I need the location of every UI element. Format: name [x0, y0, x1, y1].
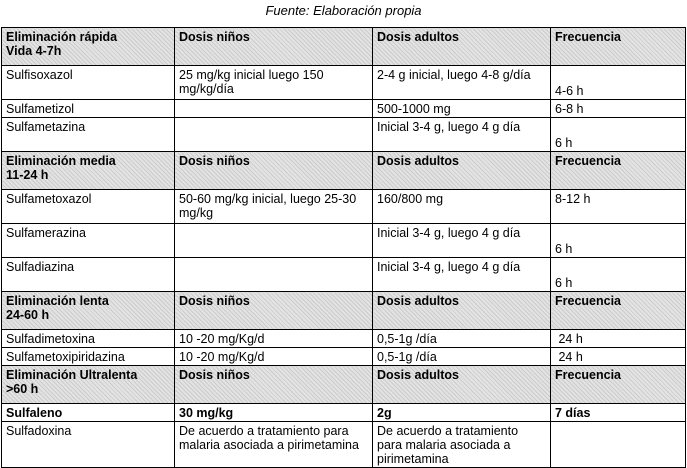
frecuencia-cell: 6 h — [551, 258, 686, 292]
dosis-adultos-cell: 0,5-1g /día — [373, 330, 551, 348]
dosis-ninos-cell — [175, 100, 373, 118]
table-caption: Fuente: Elaboración propia — [265, 3, 422, 18]
table-row — [2, 66, 686, 100]
dosis-ninos-cell: 10 -20 mg/Kg/d — [175, 348, 373, 366]
header-dosis-ninos: Dosis niños — [175, 152, 373, 190]
drug-name-cell: Sulfamerazina — [2, 224, 175, 258]
dosis-ninos-cell: 10 -20 mg/Kg/d — [175, 330, 373, 348]
group-header-row — [2, 152, 686, 190]
dosis-ninos-cell: 30 mg/kg — [175, 404, 373, 422]
sulfonamide-dosage-table — [1, 27, 686, 468]
dosis-ninos-cell — [175, 258, 373, 292]
dosis-ninos-cell: De acuerdo a tratamiento para malaria asociada a pirimetamina — [175, 422, 373, 468]
drug-name-cell: Sulfametoxipiridazina — [2, 348, 175, 366]
group-name-cell: Eliminación lenta 24-60 h — [2, 292, 175, 330]
group-name-cell: Eliminación media 11-24 h — [2, 152, 175, 190]
dosis-ninos-cell — [175, 224, 373, 258]
header-dosis-adultos: Dosis adultos — [373, 28, 551, 66]
table-row — [2, 224, 686, 258]
header-frecuencia: Frecuencia — [551, 28, 686, 66]
header-frecuencia: Frecuencia — [551, 292, 686, 330]
table-row — [2, 100, 686, 118]
header-dosis-ninos: Dosis niños — [175, 292, 373, 330]
table-row — [2, 330, 686, 348]
header-frecuencia: Frecuencia — [551, 152, 686, 190]
dosis-adultos-cell: Inicial 3-4 g, luego 4 g día — [373, 258, 551, 292]
drug-name-cell: Sulfametizol — [2, 100, 175, 118]
dosis-adultos-cell: 160/800 mg — [373, 190, 551, 224]
drug-name-cell: Sulfaleno — [2, 404, 175, 422]
header-dosis-ninos: Dosis niños — [175, 28, 373, 66]
drug-name-cell: Sulfametoxazol — [2, 190, 175, 224]
group-header-row — [2, 28, 686, 66]
frecuencia-cell: 6 h — [551, 118, 686, 152]
table-body — [2, 28, 686, 468]
dosis-adultos-cell: Inicial 3-4 g, luego 4 g día — [373, 118, 551, 152]
group-name-cell: Eliminación rápida Vida 4-7h — [2, 28, 175, 66]
table-row — [2, 258, 686, 292]
header-dosis-adultos: Dosis adultos — [373, 152, 551, 190]
drug-name-cell: Sulfametazina — [2, 118, 175, 152]
dosis-adultos-cell: De acuerdo a tratamiento para malaria asociada a pirimetamina — [373, 422, 551, 468]
frecuencia-cell: 24 h — [551, 348, 686, 366]
frecuencia-cell: 4-6 h — [551, 66, 686, 100]
header-frecuencia: Frecuencia — [551, 366, 686, 404]
group-name-cell: Eliminación Ultralenta >60 h — [2, 366, 175, 404]
group-header-row — [2, 292, 686, 330]
header-dosis-ninos: Dosis niños — [175, 366, 373, 404]
dosis-ninos-cell: 25 mg/kg inicial luego 150 mg/kg/día — [175, 66, 373, 100]
drug-name-cell: Sulfadoxina — [2, 422, 175, 468]
drug-name-cell: Sulfisoxazol — [2, 66, 175, 100]
dosis-adultos-cell: Inicial 3-4 g, luego 4 g día — [373, 224, 551, 258]
drug-name-cell: Sulfadiazina — [2, 258, 175, 292]
header-dosis-adultos: Dosis adultos — [373, 292, 551, 330]
dosis-adultos-cell: 2g — [373, 404, 551, 422]
dosis-adultos-cell: 2-4 g inicial, luego 4-8 g/día — [373, 66, 551, 100]
dosis-adultos-cell: 500-1000 mg — [373, 100, 551, 118]
drug-name-cell: Sulfadimetoxina — [2, 330, 175, 348]
table-row — [2, 422, 686, 468]
dosis-ninos-cell: 50-60 mg/kg inicial, luego 25-30 mg/kg — [175, 190, 373, 224]
table-row — [2, 404, 686, 422]
frecuencia-cell: 8-12 h — [551, 190, 686, 224]
frecuencia-cell — [551, 422, 686, 468]
table-row — [2, 190, 686, 224]
header-dosis-adultos: Dosis adultos — [373, 366, 551, 404]
group-header-row — [2, 366, 686, 404]
frecuencia-cell: 6-8 h — [551, 100, 686, 118]
dosis-ninos-cell — [175, 118, 373, 152]
frecuencia-cell: 6 h — [551, 224, 686, 258]
table-row — [2, 348, 686, 366]
frecuencia-cell: 7 días — [551, 404, 686, 422]
dosis-adultos-cell: 0,5-1g /día — [373, 348, 551, 366]
frecuencia-cell: 24 h — [551, 330, 686, 348]
table-row — [2, 118, 686, 152]
